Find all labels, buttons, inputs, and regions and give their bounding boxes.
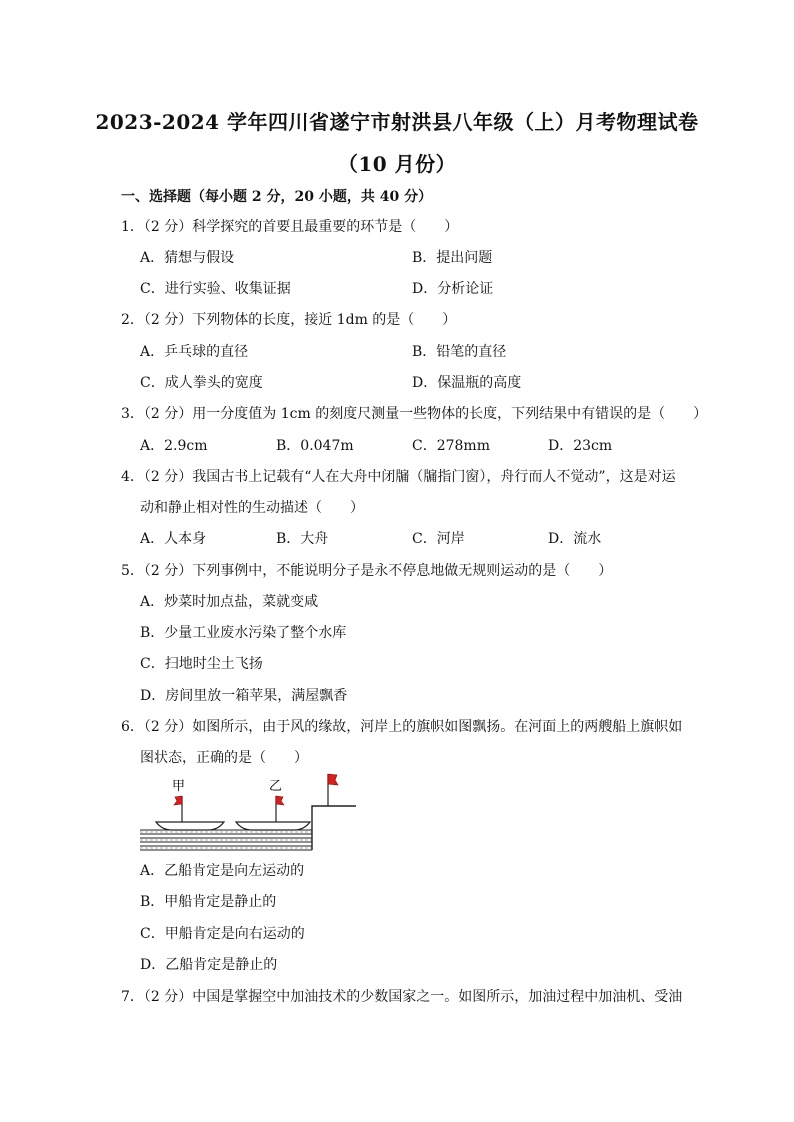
question-2-stem: 2．（2 分）下列物体的长度，接近 1dm 的是（ ） <box>121 312 457 328</box>
boat-yi-flag-icon <box>276 796 284 805</box>
q2-option-d: D．保温瓶的高度 <box>412 375 522 391</box>
question-4-stem-line-1: 4．（2 分）我国古书上记载有“人在大舟中闭牖（牖指门窗），舟行而人不觉动”，这是对运 <box>121 469 676 485</box>
q5-option-d: D．房间里放一箱苹果，满屋飘香 <box>140 688 348 704</box>
riverbank <box>312 806 356 850</box>
question-3-stem: 3．（2 分）用一分度值为 1cm 的刻度尺测量一些物体的长度，下列结果中有错误的是（ ） <box>121 406 708 422</box>
q6-option-b: B．甲船肯定是静止的 <box>140 894 277 910</box>
q4-option-d: D．流水 <box>548 531 602 547</box>
question-1-stem: 1．（2 分）科学探究的首要且最重要的环节是（ ） <box>121 219 459 235</box>
q6-option-d: D．乙船肯定是静止的 <box>140 957 278 973</box>
question-4-stem-line-2: 动和静止相对性的生动描述（ ） <box>140 500 364 516</box>
q5-option-c: C．扫地时尘土飞扬 <box>140 656 263 672</box>
question-6-stem-line-1: 6．（2 分）如图所示，由于风的缘故，河岸上的旗帜如图飘扬。在河面上的两艘船上旗帜如 <box>121 719 683 735</box>
q1-option-c: C．进行实验、收集证据 <box>140 281 291 297</box>
q3-option-c: C．278mm <box>412 438 490 454</box>
boat-jia-flag-icon <box>174 796 182 805</box>
q6-option-c: C．甲船肯定是向右运动的 <box>140 926 305 942</box>
q3-option-b: B．0.047m <box>276 438 354 454</box>
page-subtitle: （10 月份） <box>337 152 457 176</box>
boat-jia <box>156 822 224 830</box>
q3-option-d: D．23cm <box>548 438 613 454</box>
page-title: 2023-2024 学年四川省遂宁市射洪县八年级（上）月考物理试卷 <box>95 110 699 134</box>
q2-option-a: A．乒乓球的直径 <box>140 344 249 360</box>
boats-flag-diagram <box>138 770 368 856</box>
q4-option-b: B．大舟 <box>276 531 329 547</box>
q5-option-b: B．少量工业废水污染了整个水库 <box>140 625 347 641</box>
boat-yi <box>236 822 310 830</box>
boats-flag-figure <box>138 770 368 860</box>
question-6-stem-line-2: 图状态，正确的是（ ） <box>140 750 308 766</box>
q2-option-c: C．成人拳头的宽度 <box>140 375 263 391</box>
q3-option-a: A．2.9cm <box>140 438 208 454</box>
q4-option-a: A．人本身 <box>140 531 207 547</box>
q1-option-d: D．分析论证 <box>412 281 494 297</box>
label-jia: 甲 <box>172 779 186 794</box>
question-5-stem: 5．（2 分）下列事例中，不能说明分子是永不停息地做无规则运动的是（ ） <box>121 563 613 579</box>
q6-option-a: A．乙船肯定是向左运动的 <box>140 863 305 879</box>
section-heading: 一、选择题（每小题 2 分，20 小题，共 40 分） <box>121 189 433 205</box>
bank-flag-icon <box>328 774 338 785</box>
question-7-stem: 7．（2 分）中国是掌握空中加油技术的少数国家之一。如图所示，加油过程中加油机、受油 <box>121 989 683 1005</box>
q1-option-b: B．提出问题 <box>412 250 493 266</box>
q5-option-a: A．炒菜时加点盐，菜就变咸 <box>140 594 319 610</box>
q2-option-b: B．铅笔的直径 <box>412 344 507 360</box>
q4-option-c: C．河岸 <box>412 531 465 547</box>
q1-option-a: A．猜想与假设 <box>140 250 235 266</box>
label-yi: 乙 <box>269 779 283 794</box>
